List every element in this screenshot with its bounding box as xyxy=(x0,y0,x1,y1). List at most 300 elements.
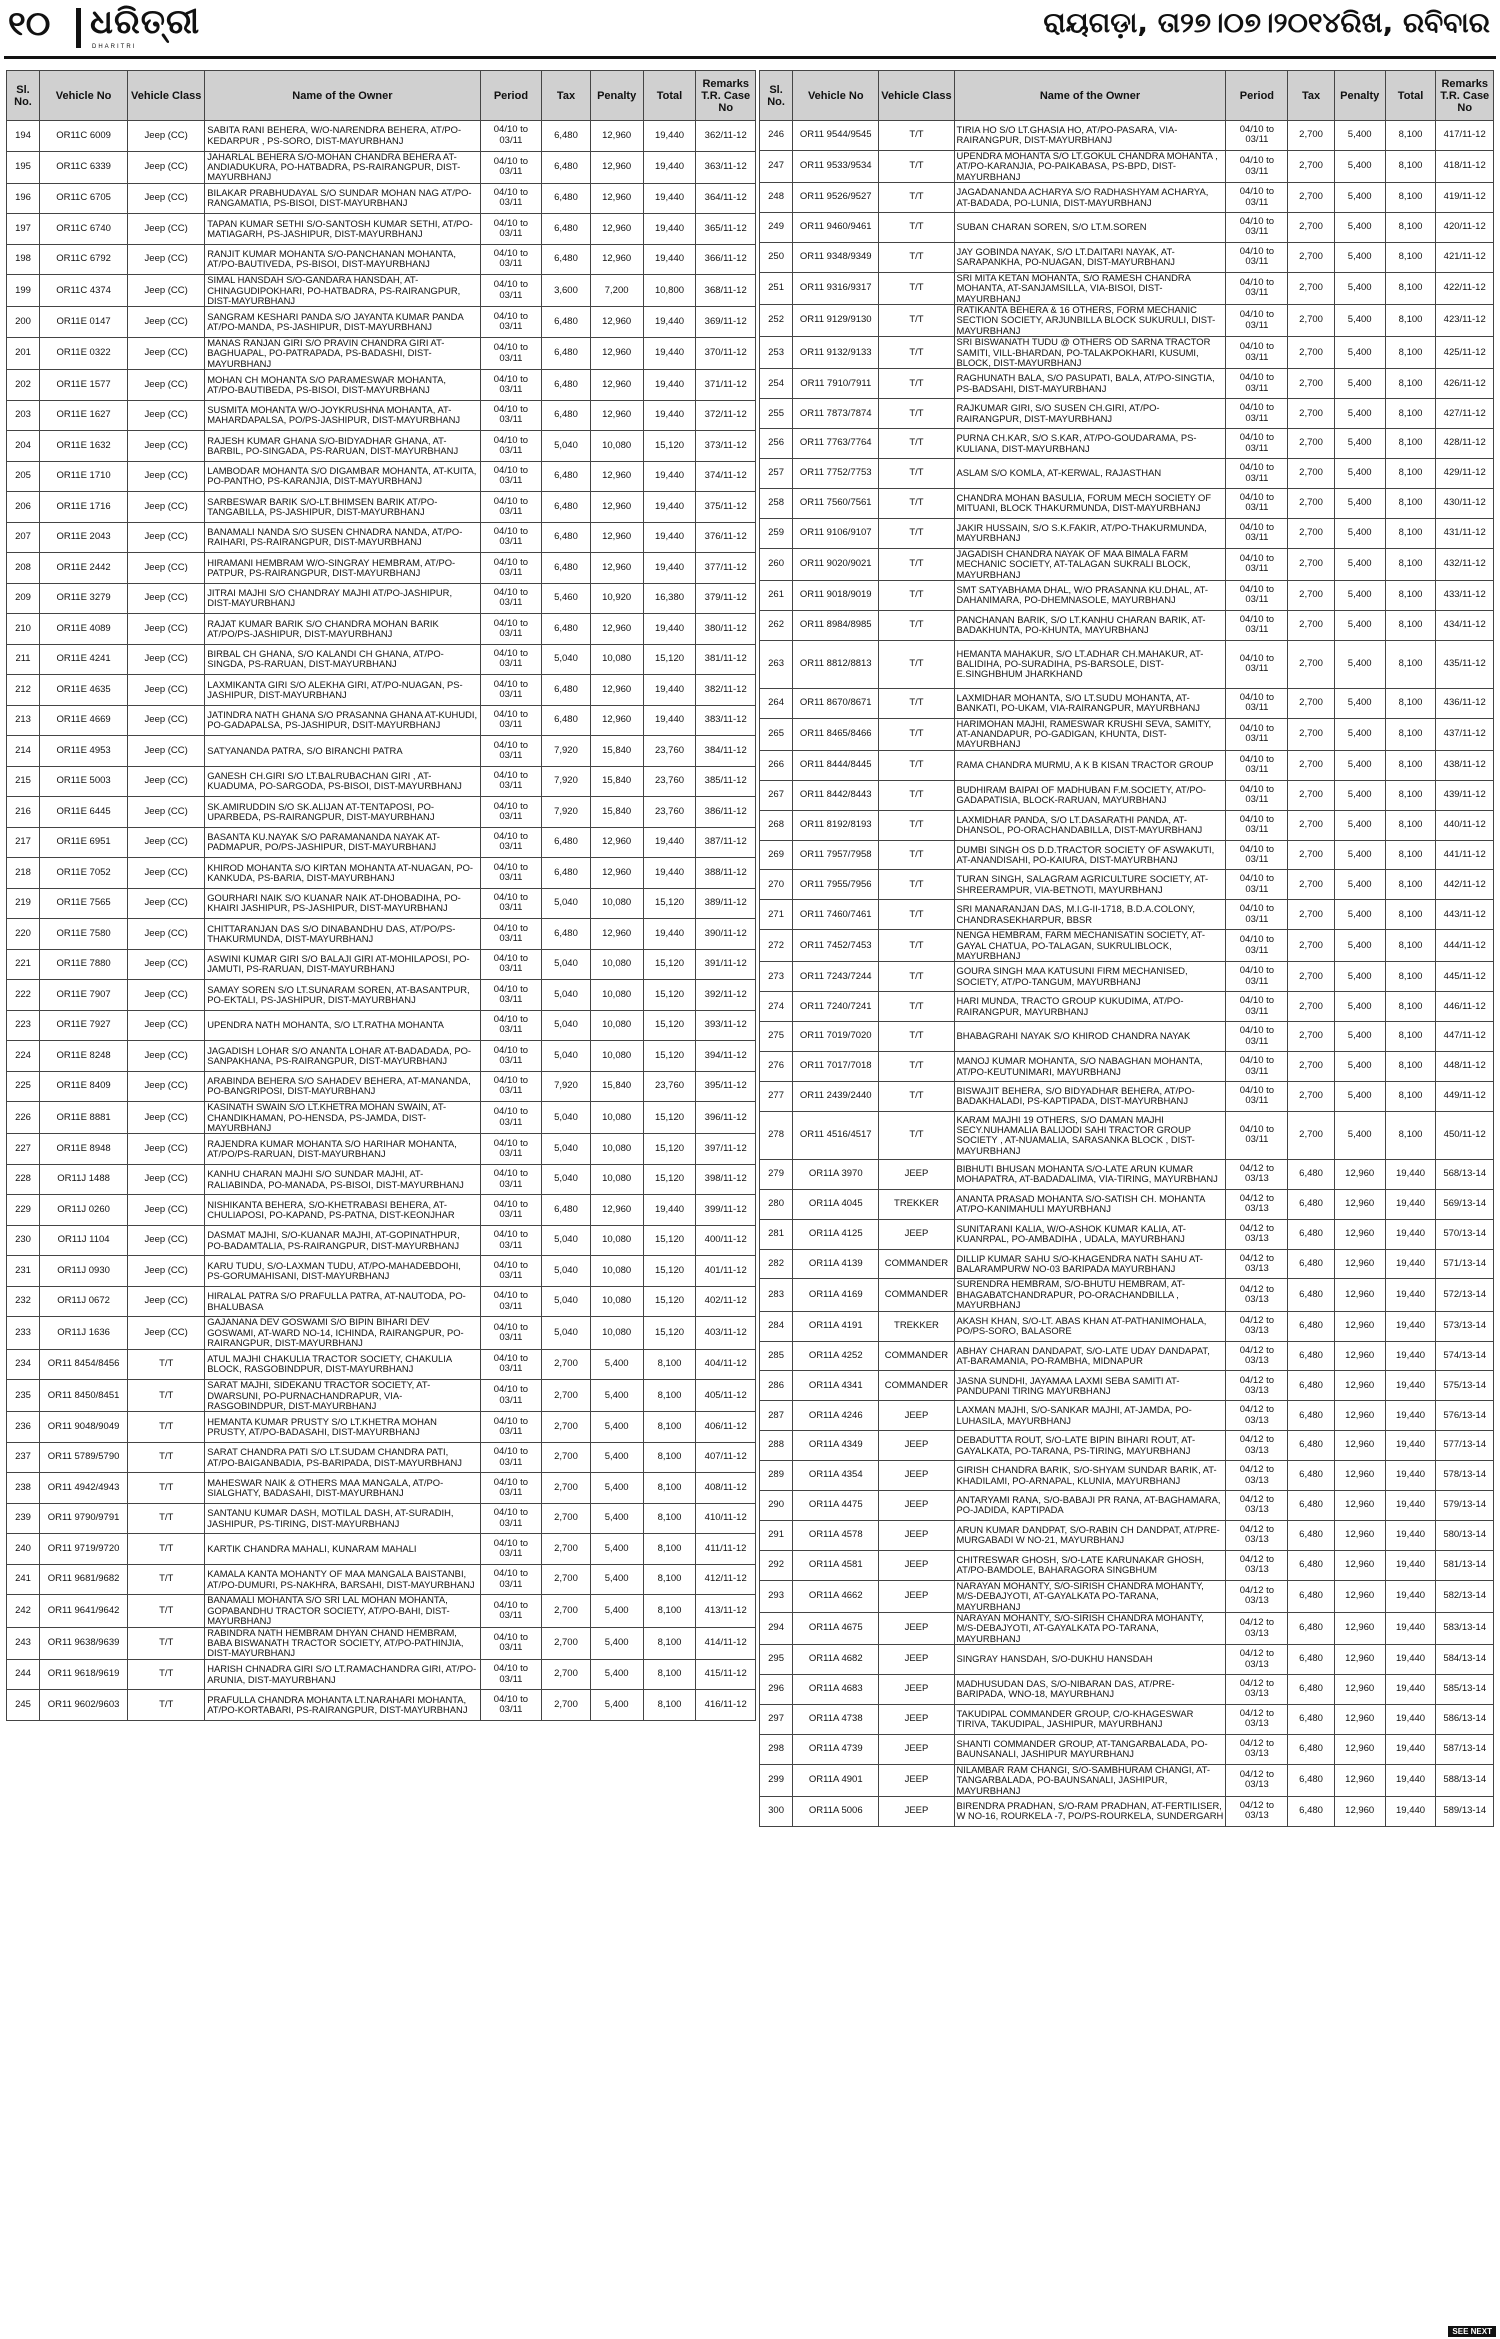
table-row xyxy=(7,675,756,706)
total-cell: 19,440 xyxy=(643,705,696,736)
penalty-cell: 5,400 xyxy=(1334,242,1385,272)
total-cell: 15,120 xyxy=(643,1225,696,1256)
penalty-cell: 5,400 xyxy=(1334,272,1385,304)
period-cell: 04/10 to 03/11 xyxy=(1226,810,1288,840)
owner-cell: SRI MITA KETAN MOHANTA, S/O RAMESH CHANDRA MOHANTA, AT-SANJAMSILLA, VIA-BISOI, DIST-MAYURBHANJ xyxy=(954,272,1226,304)
remarks-cell: 586/13-14 xyxy=(1436,1704,1494,1734)
table-row xyxy=(7,1286,756,1317)
remarks-cell: 366/11-12 xyxy=(696,244,756,275)
sl-cell: 211 xyxy=(7,644,40,675)
total-cell: 19,440 xyxy=(643,151,696,183)
tax-cell: 2,700 xyxy=(1288,930,1334,962)
owner-cell: SRI BISWANATH TUDU @ OTHERS OD SARNA TRACTOR SAMITI, VILL-BHARDAN, PO-TALAKPOKHARI, KUSUMI, BLOCK, DIST-MAYURBHANJ xyxy=(954,337,1226,369)
total-cell: 19,440 xyxy=(1385,1675,1436,1705)
total-cell: 8,100 xyxy=(1385,242,1436,272)
table-right-column xyxy=(759,70,1494,1827)
period-cell: 04/10 to 03/11 xyxy=(480,949,542,980)
total-cell: 19,440 xyxy=(643,307,696,338)
table-row xyxy=(760,213,1494,243)
see-next-tag: SEE NEXT xyxy=(1448,2326,1496,2337)
remarks-cell: 399/11-12 xyxy=(696,1195,756,1226)
vehicle-no-cell: OR11E 7927 xyxy=(40,1010,128,1041)
total-cell: 8,100 xyxy=(643,1659,696,1690)
vehicle-class-cell: Jeep (CC) xyxy=(128,1286,205,1317)
sl-cell: 207 xyxy=(7,522,40,553)
tax-cell: 5,040 xyxy=(542,431,590,462)
vehicle-class-cell: T/T xyxy=(879,399,954,429)
sl-cell: 226 xyxy=(7,1102,40,1134)
total-cell: 8,100 xyxy=(1385,870,1436,900)
tax-cell: 2,700 xyxy=(1288,459,1334,489)
penalty-cell: 5,400 xyxy=(590,1473,643,1504)
vehicle-class-cell: Jeep (CC) xyxy=(128,214,205,245)
total-cell: 23,760 xyxy=(643,1071,696,1102)
sl-cell: 214 xyxy=(7,736,40,767)
period-cell: 04/10 to 03/11 xyxy=(1226,870,1288,900)
tax-cell: 2,700 xyxy=(1288,900,1334,930)
penalty-cell: 12,960 xyxy=(1334,1675,1385,1705)
table-row xyxy=(760,1645,1494,1675)
vehicle-no-cell: OR11E 8409 xyxy=(40,1071,128,1102)
total-cell: 15,120 xyxy=(643,888,696,919)
penalty-cell: 12,960 xyxy=(590,400,643,431)
table-row xyxy=(7,1690,756,1721)
vehicle-no-cell: OR11 9526/9527 xyxy=(793,183,879,213)
period-cell: 04/10 to 03/11 xyxy=(480,614,542,645)
owner-cell: DILLIP KUMAR SAHU S/O-KHAGENDRA NATH SAHU AT-BALARAMPURW NO-03 BARIPADA MAYURBHANJ xyxy=(954,1249,1226,1279)
period-cell: 04/10 to 03/11 xyxy=(480,307,542,338)
remarks-cell: 444/11-12 xyxy=(1436,930,1494,962)
table-row xyxy=(760,750,1494,780)
remarks-cell: 438/11-12 xyxy=(1436,750,1494,780)
vehicle-no-cell: OR11 7752/7753 xyxy=(793,459,879,489)
tax-cell: 7,920 xyxy=(542,736,590,767)
owner-cell: BUDHIRAM BAIPAI OF MADHUBAN F.M.SOCIETY, AT/PO-GADAPATISIA, BLOCK-RARUAN, MAYURBHANJ xyxy=(954,780,1226,810)
tax-cell: 2,700 xyxy=(542,1534,590,1565)
total-cell: 8,100 xyxy=(1385,121,1436,151)
penalty-cell: 12,960 xyxy=(1334,1580,1385,1612)
tax-cell: 2,700 xyxy=(1288,399,1334,429)
remarks-cell: 427/11-12 xyxy=(1436,399,1494,429)
sl-cell: 248 xyxy=(760,183,793,213)
sl-cell: 277 xyxy=(760,1082,793,1112)
table-row xyxy=(760,1371,1494,1401)
vehicle-no-cell: OR11 8812/8813 xyxy=(793,640,879,688)
tax-cell: 2,700 xyxy=(542,1503,590,1534)
penalty-cell: 12,960 xyxy=(1334,1734,1385,1764)
owner-cell: ASWINI KUMAR GIRI S/O BALAJI GIRI AT-MOHILAPOSI, PO-JAMUTI, PS-RARUAN, DIST-MAYURBHANJ xyxy=(205,949,480,980)
remarks-cell: 395/11-12 xyxy=(696,1071,756,1102)
penalty-cell: 10,080 xyxy=(590,1286,643,1317)
penalty-cell: 12,960 xyxy=(1334,1279,1385,1311)
tax-cell: 6,480 xyxy=(1288,1550,1334,1580)
owner-cell: LAXMIDHAR MOHANTA, S/O LT.SUDU MOHANTA, AT-BANKATI, PO-UKAM, VIA-RAIRANGPUR, MAYURBHANJ xyxy=(954,688,1226,718)
total-cell: 19,440 xyxy=(643,370,696,401)
table-row xyxy=(7,1564,756,1595)
owner-cell: ARUN KUMAR DANDPAT, S/O-RABIN CH DANDPAT, AT/PRE-MURGABADI W NO-21, MAYURBHANJ xyxy=(954,1520,1226,1550)
tax-cell: 2,700 xyxy=(1288,640,1334,688)
vehicle-no-cell: OR11 7460/7461 xyxy=(793,900,879,930)
period-cell: 04/10 to 03/11 xyxy=(1226,640,1288,688)
penalty-cell: 5,400 xyxy=(590,1412,643,1443)
vehicle-class-cell: Jeep (CC) xyxy=(128,400,205,431)
total-cell: 8,100 xyxy=(643,1627,696,1659)
period-cell: 04/10 to 03/11 xyxy=(1226,337,1288,369)
sl-cell: 222 xyxy=(7,980,40,1011)
total-cell: 8,100 xyxy=(1385,1111,1436,1159)
vehicle-class-cell: T/T xyxy=(879,870,954,900)
tax-cell: 5,040 xyxy=(542,888,590,919)
tax-cell: 3,600 xyxy=(542,275,590,307)
remarks-cell: 370/11-12 xyxy=(696,337,756,369)
vehicle-class-cell: T/T xyxy=(879,840,954,870)
sl-cell: 259 xyxy=(760,518,793,548)
vehicle-class-cell: T/T xyxy=(879,121,954,151)
period-cell: 04/12 to 03/13 xyxy=(1226,1520,1288,1550)
table-row xyxy=(760,305,1494,337)
sl-cell: 254 xyxy=(760,369,793,399)
tax-cell: 6,480 xyxy=(542,183,590,214)
tax-cell: 6,480 xyxy=(1288,1219,1334,1249)
vehicle-class-cell: Jeep (CC) xyxy=(128,492,205,523)
tax-cell: 5,040 xyxy=(542,1102,590,1134)
total-cell: 8,100 xyxy=(1385,272,1436,304)
remarks-cell: 569/13-14 xyxy=(1436,1189,1494,1219)
owner-cell: UPENDRA NATH MOHANTA, S/O LT.RATHA MOHANTA xyxy=(205,1010,480,1041)
owner-cell: MAHESWAR NAIK & OTHERS MAA MANGALA, AT/PO-SIALGHATY, BADASAHI, DIST-MAYURBHANJ xyxy=(205,1473,480,1504)
vehicle-class-cell: JEEP xyxy=(879,1491,954,1521)
period-cell: 04/10 to 03/11 xyxy=(480,675,542,706)
vehicle-no-cell: OR11A 4191 xyxy=(793,1311,879,1341)
owner-cell: ABHAY CHARAN DANDAPAT, S/O-LATE UDAY DANDAPAT, AT-BARAMANIA, PO-RAMBHA, MIDNAPUR xyxy=(954,1341,1226,1371)
tax-cell: 2,700 xyxy=(542,1564,590,1595)
table-row xyxy=(760,640,1494,688)
vehicle-class-cell: Jeep (CC) xyxy=(128,858,205,889)
table-row xyxy=(760,870,1494,900)
owner-cell: JAGADISH CHANDRA NAYAK OF MAA BIMALA FARM MECHANIC SOCIETY, AT-TALAGAN SUKRALI BLOCK, MAYURBHANJ xyxy=(954,548,1226,580)
header-vehicle-no: Vehicle No xyxy=(40,71,128,121)
remarks-cell: 589/13-14 xyxy=(1436,1796,1494,1826)
table-row xyxy=(7,1164,756,1195)
sl-cell: 273 xyxy=(760,962,793,992)
vehicle-class-cell: Jeep (CC) xyxy=(128,522,205,553)
total-cell: 19,440 xyxy=(643,827,696,858)
penalty-cell: 5,400 xyxy=(1334,1022,1385,1052)
total-cell: 19,440 xyxy=(1385,1249,1436,1279)
sl-cell: 221 xyxy=(7,949,40,980)
table-row xyxy=(760,688,1494,718)
period-cell: 04/10 to 03/11 xyxy=(1226,242,1288,272)
total-cell: 8,100 xyxy=(1385,429,1436,459)
tax-cell: 6,480 xyxy=(1288,1341,1334,1371)
remarks-cell: 369/11-12 xyxy=(696,307,756,338)
table-row xyxy=(760,489,1494,519)
vehicle-no-cell: OR11A 4662 xyxy=(793,1580,879,1612)
owner-cell: KANHU CHARAN MAJHI S/O SUNDAR MAJHI, AT-RALIABINDA, PO-MANADA, PS-BISOI, DIST-MAYURBHANJ xyxy=(205,1164,480,1195)
vehicle-no-cell: OR11E 1710 xyxy=(40,461,128,492)
total-cell: 15,120 xyxy=(643,1317,696,1349)
remarks-cell: 587/13-14 xyxy=(1436,1734,1494,1764)
remarks-cell: 436/11-12 xyxy=(1436,688,1494,718)
owner-cell: BIRBAL CH GHANA, S/O KALANDI CH GHANA, AT/PO-SINGDA, PS-RARUAN, DIST-MAYURBHANJ xyxy=(205,644,480,675)
owner-cell: NARAYAN MOHANTY, S/O-SIRISH CHANDRA MOHANTY, M/S-DEBAJYOTI, AT-GAYALKATA PO-TARANA, MAYURBHANJ xyxy=(954,1580,1226,1612)
tax-cell: 2,700 xyxy=(542,1412,590,1443)
period-cell: 04/10 to 03/11 xyxy=(1226,780,1288,810)
vehicle-class-cell: Jeep (CC) xyxy=(128,1010,205,1041)
sl-cell: 204 xyxy=(7,431,40,462)
vehicle-class-cell: JEEP xyxy=(879,1159,954,1189)
table-row xyxy=(760,1520,1494,1550)
sl-cell: 278 xyxy=(760,1111,793,1159)
owner-cell: SABITA RANI BEHERA, W/O-NARENDRA BEHERA, AT/PO-KEDARPUR , PS-SORO, DIST-MAYURBHANJ xyxy=(205,121,480,152)
penalty-cell: 12,960 xyxy=(590,214,643,245)
penalty-cell: 12,960 xyxy=(1334,1704,1385,1734)
penalty-cell: 10,080 xyxy=(590,1041,643,1072)
tax-cell: 2,700 xyxy=(1288,962,1334,992)
remarks-cell: 386/11-12 xyxy=(696,797,756,828)
vehicle-class-cell: T/T xyxy=(879,150,954,182)
owner-cell: SHANTI COMMANDER GROUP, AT-TANGARBALADA, PO-BAUNSANALI, JASHIPUR MAYURBHANJ xyxy=(954,1734,1226,1764)
remarks-cell: 588/13-14 xyxy=(1436,1764,1494,1796)
remarks-cell: 433/11-12 xyxy=(1436,581,1494,611)
remarks-cell: 403/11-12 xyxy=(696,1317,756,1349)
penalty-cell: 15,840 xyxy=(590,736,643,767)
tax-cell: 6,480 xyxy=(542,214,590,245)
owner-cell: ANANTA PRASAD MOHANTA S/O-SATISH CH. MOHANTA AT/PO-KANIMAHULI MAYURBHANJ xyxy=(954,1189,1226,1219)
vehicle-no-cell: OR11A 4683 xyxy=(793,1675,879,1705)
table-body-right xyxy=(760,121,1494,1827)
total-cell: 16,380 xyxy=(643,583,696,614)
period-cell: 04/12 to 03/13 xyxy=(1226,1219,1288,1249)
total-cell: 15,120 xyxy=(643,949,696,980)
vehicle-class-cell: T/T xyxy=(128,1534,205,1565)
header-sl: Sl. No. xyxy=(7,71,40,121)
sl-cell: 203 xyxy=(7,400,40,431)
penalty-cell: 12,960 xyxy=(1334,1491,1385,1521)
sl-cell: 201 xyxy=(7,337,40,369)
vehicle-class-cell: T/T xyxy=(879,900,954,930)
vehicle-class-cell: T/T xyxy=(879,337,954,369)
remarks-cell: 393/11-12 xyxy=(696,1010,756,1041)
vehicle-no-cell: OR11E 4669 xyxy=(40,705,128,736)
vehicle-class-cell: Jeep (CC) xyxy=(128,1164,205,1195)
remarks-cell: 410/11-12 xyxy=(696,1503,756,1534)
table-row xyxy=(760,1550,1494,1580)
sl-cell: 283 xyxy=(760,1279,793,1311)
vehicle-class-cell: Jeep (CC) xyxy=(128,1256,205,1287)
owner-cell: PRAFULLA CHANDRA MOHANTA LT.NARAHARI MOHANTA, AT/PO-KORTABARI, PS-RAIRANGPUR, DIST-MAYURBHANJ xyxy=(205,1690,480,1721)
period-cell: 04/10 to 03/11 xyxy=(1226,429,1288,459)
table-row xyxy=(7,583,756,614)
remarks-cell: 372/11-12 xyxy=(696,400,756,431)
vehicle-no-cell: OR11J 0930 xyxy=(40,1256,128,1287)
penalty-cell: 10,080 xyxy=(590,980,643,1011)
penalty-cell: 5,400 xyxy=(590,1564,643,1595)
total-cell: 8,100 xyxy=(1385,1052,1436,1082)
penalty-cell: 5,400 xyxy=(1334,900,1385,930)
remarks-cell: 412/11-12 xyxy=(696,1564,756,1595)
vehicle-no-cell: OR11 7452/7453 xyxy=(793,930,879,962)
sl-cell: 220 xyxy=(7,919,40,950)
table-row xyxy=(7,370,756,401)
header-penalty: Penalty xyxy=(590,71,643,121)
total-cell: 19,440 xyxy=(1385,1159,1436,1189)
remarks-cell: 415/11-12 xyxy=(696,1659,756,1690)
remarks-cell: 385/11-12 xyxy=(696,766,756,797)
sl-cell: 232 xyxy=(7,1286,40,1317)
table-row xyxy=(760,1022,1494,1052)
vehicle-class-cell: Jeep (CC) xyxy=(128,1225,205,1256)
sl-cell: 227 xyxy=(7,1134,40,1165)
vehicle-class-cell: T/T xyxy=(879,429,954,459)
remarks-cell: 431/11-12 xyxy=(1436,518,1494,548)
vehicle-class-cell: JEEP xyxy=(879,1431,954,1461)
tax-cell: 6,480 xyxy=(542,858,590,889)
total-cell: 19,440 xyxy=(643,553,696,584)
total-cell: 19,440 xyxy=(643,400,696,431)
owner-cell: TIRIA HO S/O LT.GHASIA HO, AT/PO-PASARA, VIA-RAIRANGPUR, DIST-MAYURBHANJ xyxy=(954,121,1226,151)
vehicle-no-cell: OR11E 5003 xyxy=(40,766,128,797)
tax-cell: 5,040 xyxy=(542,949,590,980)
tax-cell: 6,480 xyxy=(1288,1401,1334,1431)
owner-cell: RAJENDRA KUMAR MOHANTA S/O HARIHAR MOHANTA, AT/PO/PS-RARUAN, DIST-MAYURBHANJ xyxy=(205,1134,480,1165)
tax-cell: 2,700 xyxy=(542,1659,590,1690)
table-row xyxy=(7,888,756,919)
remarks-cell: 401/11-12 xyxy=(696,1256,756,1287)
vehicle-class-cell: Jeep (CC) xyxy=(128,736,205,767)
vehicle-no-cell: OR11 7873/7874 xyxy=(793,399,879,429)
period-cell: 04/10 to 03/11 xyxy=(1226,840,1288,870)
table-row xyxy=(760,369,1494,399)
remarks-cell: 443/11-12 xyxy=(1436,900,1494,930)
total-cell: 19,440 xyxy=(643,919,696,950)
sl-cell: 282 xyxy=(760,1249,793,1279)
tax-cell: 6,480 xyxy=(542,307,590,338)
owner-cell: SINGRAY HANSDAH, S/O-DUKHU HANSDAH xyxy=(954,1645,1226,1675)
table-row xyxy=(7,522,756,553)
period-cell: 04/10 to 03/11 xyxy=(480,1195,542,1226)
period-cell: 04/10 to 03/11 xyxy=(480,1225,542,1256)
owner-cell: JASNA SUNDHI, JAYAMAA LAXMI SEBA SAMITI AT-PANDUPANI TIRING MAYURBHANJ xyxy=(954,1371,1226,1401)
owner-cell: MANOJ KUMAR MOHANTA, S/O NABAGHAN MOHANTA, AT/PO-KEUTUNIMARI, MAYURBHANJ xyxy=(954,1052,1226,1082)
remarks-cell: 582/13-14 xyxy=(1436,1580,1494,1612)
total-cell: 15,120 xyxy=(643,980,696,1011)
sl-cell: 286 xyxy=(760,1371,793,1401)
total-cell: 8,100 xyxy=(1385,1022,1436,1052)
remarks-cell: 426/11-12 xyxy=(1436,369,1494,399)
sl-cell: 209 xyxy=(7,583,40,614)
vehicle-no-cell: OR11A 4738 xyxy=(793,1704,879,1734)
sl-cell: 276 xyxy=(760,1052,793,1082)
header-penalty: Penalty xyxy=(1334,71,1385,121)
remarks-cell: 408/11-12 xyxy=(696,1473,756,1504)
vehicle-class-cell: T/T xyxy=(879,305,954,337)
sl-cell: 231 xyxy=(7,1256,40,1287)
penalty-cell: 12,960 xyxy=(1334,1520,1385,1550)
owner-cell: DEBADUTTA ROUT, S/O-LATE BIPIN BIHARI ROUT, AT-GAYALKATA, PO-TARANA, PS-TIRING, MAYURBHANJ xyxy=(954,1431,1226,1461)
vehicle-class-cell: Jeep (CC) xyxy=(128,1041,205,1072)
total-cell: 19,440 xyxy=(1385,1279,1436,1311)
table-left-column xyxy=(6,70,756,1721)
penalty-cell: 10,080 xyxy=(590,949,643,980)
period-cell: 04/10 to 03/11 xyxy=(480,1473,542,1504)
vehicle-no-cell: OR11 7955/7956 xyxy=(793,870,879,900)
owner-cell: SUBAN CHARAN SOREN, S/O LT.M.SOREN xyxy=(954,213,1226,243)
table-row xyxy=(7,1442,756,1473)
table-row xyxy=(760,718,1494,750)
sl-cell: 243 xyxy=(7,1627,40,1659)
penalty-cell: 5,400 xyxy=(1334,640,1385,688)
penalty-cell: 5,400 xyxy=(1334,213,1385,243)
vehicle-class-cell: T/T xyxy=(879,581,954,611)
sl-cell: 262 xyxy=(760,610,793,640)
tax-cell: 5,040 xyxy=(542,1010,590,1041)
period-cell: 04/10 to 03/11 xyxy=(480,431,542,462)
sl-cell: 213 xyxy=(7,705,40,736)
period-cell: 04/12 to 03/13 xyxy=(1226,1189,1288,1219)
total-cell: 8,100 xyxy=(643,1412,696,1443)
total-cell: 19,440 xyxy=(1385,1431,1436,1461)
period-cell: 04/10 to 03/11 xyxy=(1226,1052,1288,1082)
tax-cell: 6,480 xyxy=(542,337,590,369)
tax-cell: 6,480 xyxy=(542,705,590,736)
vehicle-no-cell: OR11J 0260 xyxy=(40,1195,128,1226)
vehicle-no-cell: OR11A 4354 xyxy=(793,1461,879,1491)
owner-cell: ASLAM S/O KOMLA, AT-KERWAL, RAJASTHAN xyxy=(954,459,1226,489)
sl-cell: 196 xyxy=(7,183,40,214)
owner-cell: BIRENDRA PRADHAN, S/O-RAM PRADHAN, AT-FERTILISER, W NO-16, ROURKELA -7, PO/PS-ROURKELA, SUNDERGARH xyxy=(954,1796,1226,1826)
vehicle-class-cell: T/T xyxy=(879,518,954,548)
total-cell: 8,100 xyxy=(1385,640,1436,688)
sl-cell: 208 xyxy=(7,553,40,584)
vehicle-no-cell: OR11 7560/7561 xyxy=(793,489,879,519)
sl-cell: 217 xyxy=(7,827,40,858)
vehicle-class-cell: Jeep (CC) xyxy=(128,1195,205,1226)
vehicle-class-cell: Jeep (CC) xyxy=(128,183,205,214)
total-cell: 19,440 xyxy=(1385,1461,1436,1491)
remarks-cell: 571/13-14 xyxy=(1436,1249,1494,1279)
period-cell: 04/10 to 03/11 xyxy=(1226,121,1288,151)
penalty-cell: 12,960 xyxy=(590,919,643,950)
remarks-cell: 396/11-12 xyxy=(696,1102,756,1134)
vehicle-class-cell: Jeep (CC) xyxy=(128,675,205,706)
owner-cell: PURNA CH.KAR, S/O S.KAR, AT/PO-GOUDARAMA, PS-KULIANA, DIST-MAYURBHANJ xyxy=(954,429,1226,459)
period-cell: 04/10 to 03/11 xyxy=(1226,1082,1288,1112)
total-cell: 19,440 xyxy=(1385,1704,1436,1734)
total-cell: 19,440 xyxy=(1385,1764,1436,1796)
vehicle-no-cell: OR11 9602/9603 xyxy=(40,1690,128,1721)
penalty-cell: 12,960 xyxy=(1334,1249,1385,1279)
sl-cell: 235 xyxy=(7,1380,40,1412)
penalty-cell: 5,400 xyxy=(1334,718,1385,750)
remarks-cell: 580/13-14 xyxy=(1436,1520,1494,1550)
remarks-cell: 374/11-12 xyxy=(696,461,756,492)
header-period: Period xyxy=(1226,71,1288,121)
table-row xyxy=(760,1491,1494,1521)
penalty-cell: 5,400 xyxy=(1334,992,1385,1022)
remarks-cell: 414/11-12 xyxy=(696,1627,756,1659)
total-cell: 19,440 xyxy=(643,183,696,214)
vehicle-no-cell: OR11E 1577 xyxy=(40,370,128,401)
table-row xyxy=(7,1473,756,1504)
tax-cell: 2,700 xyxy=(542,1473,590,1504)
newspaper-name: ଧରିତ୍ରୀ xyxy=(90,2,201,42)
table-row xyxy=(7,1534,756,1565)
vehicle-no-cell: OR11 8444/8445 xyxy=(793,750,879,780)
table-row xyxy=(760,242,1494,272)
vehicle-no-cell: OR11 9020/9021 xyxy=(793,548,879,580)
remarks-cell: 375/11-12 xyxy=(696,492,756,523)
